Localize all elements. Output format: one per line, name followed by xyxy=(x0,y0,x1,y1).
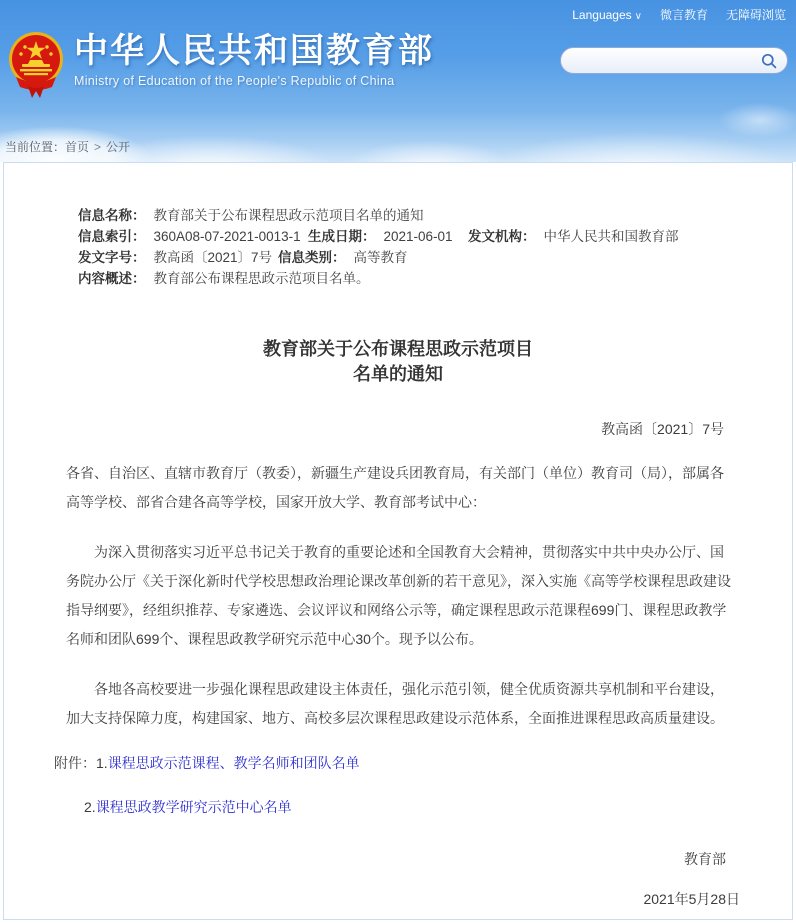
search-input[interactable] xyxy=(561,48,759,73)
meta-date-value: 2021-06-01 xyxy=(383,229,453,244)
attachment-1-link[interactable]: 课程思政示范课程、教学名师和团队名单 xyxy=(107,755,360,771)
breadcrumb-location-label: 当前位置： xyxy=(5,140,66,154)
document-number: 教高函〔2021〕7号 xyxy=(601,421,724,437)
meta-row-docnum xyxy=(78,247,752,268)
meta-summary-value: 教育部公布课程思政示范项目名单。 xyxy=(153,271,370,286)
meta-index-label: 信息索引： xyxy=(78,229,146,244)
meta-row-summary xyxy=(78,268,752,289)
meta-docnum-value: 教高函〔2021〕7号 xyxy=(153,250,273,265)
attachment-line-1 xyxy=(54,753,792,773)
meta-row-name xyxy=(78,205,752,226)
attachments-label: 附件： xyxy=(54,755,96,771)
search-box xyxy=(560,47,788,74)
meta-agency-value: 中华人民共和国教育部 xyxy=(543,229,679,244)
document-meta xyxy=(4,163,792,289)
attachment-2-number: 2. xyxy=(84,799,96,815)
brand-text xyxy=(74,33,434,88)
attachments-section xyxy=(4,753,792,817)
languages-label: Languages xyxy=(572,7,632,22)
document-date: 2021年5月28日 xyxy=(643,891,740,907)
paragraph-body1: 为深入贯彻落实习近平总书记关于教育的重要论述和全国教育大会精神，贯彻落实中共中央办公厅、国务院办公厅《关于深化新时代学校思想政治理论课改革创新的若干意见》，深入实施《高等学校课程思政建设指导纲要》，经组织推荐、专家遴选、会议评议和网络公示等，确定课程思政示范课程699门、课程思政教学名师和团队699个、课程思政教学研究示范中心30个。现予以公布。 xyxy=(66,544,731,647)
attachment-2-link[interactable]: 课程思政教学研究示范中心名单 xyxy=(95,799,292,815)
attachment-1-number: 1. xyxy=(96,755,108,771)
content-panel xyxy=(3,162,793,920)
site-brand xyxy=(8,31,434,99)
document-title-line2: 名单的通知 xyxy=(353,364,443,384)
breadcrumb-current: 公开 xyxy=(106,140,131,154)
meta-category-value: 高等教育 xyxy=(353,250,408,265)
site-header xyxy=(0,0,796,162)
accessibility-link[interactable]: 无障碍浏览 xyxy=(725,8,786,22)
meta-index-value: 360A08-07-2021-0013-1 xyxy=(153,229,301,244)
paragraph-body2: 各地各高校要进一步强化课程思政建设主体责任，强化示范引领，健全优质资源共享机制和平台建设，加大支持保障力度，构建国家、地方、高校多层次课程思政建设示范体系，全面推进课程思政高质量建设。 xyxy=(66,681,724,726)
chevron-down-icon: ∨ xyxy=(634,10,642,22)
meta-category-label: 信息类别： xyxy=(278,250,346,265)
site-title: 中华人民共和国教育部 xyxy=(74,32,434,70)
attachment-line-2 xyxy=(54,797,792,817)
meta-docnum-label: 发文字号： xyxy=(78,250,146,265)
breadcrumb-separator: > xyxy=(94,140,102,154)
paragraph-salutation: 各省、自治区、直辖市教育厅（教委），新疆生产建设兵团教育局，有关部门（单位）教育司（局），部属各高等学校、部省合建各高等学校，国家开放大学、教育部考试中心： xyxy=(66,465,724,510)
meta-date-label: 生成日期： xyxy=(308,229,376,244)
meta-name-label: 信息名称： xyxy=(78,208,146,223)
breadcrumb xyxy=(5,138,130,155)
document-body xyxy=(4,459,792,733)
meta-summary-label: 内容概述： xyxy=(78,271,146,286)
languages-menu[interactable] xyxy=(572,8,642,22)
meta-row-index xyxy=(78,226,752,247)
document-title xyxy=(4,337,792,387)
topbar xyxy=(572,6,786,23)
document-signer: 教育部 xyxy=(684,851,726,867)
site-subtitle: Ministry of Education of the People's Republic of China xyxy=(74,74,395,89)
meta-agency-label: 发文机构： xyxy=(468,229,536,244)
national-emblem-icon xyxy=(8,31,64,99)
weiyan-education-link[interactable]: 微言教育 xyxy=(659,8,708,22)
search-icon xyxy=(761,53,777,69)
breadcrumb-home-link[interactable]: 首页 xyxy=(65,140,90,154)
search-button[interactable] xyxy=(759,48,787,73)
meta-name-value: 教育部关于公布课程思政示范项目名单的通知 xyxy=(153,208,424,223)
document-title-line1: 教育部关于公布课程思政示范项目 xyxy=(263,339,533,359)
